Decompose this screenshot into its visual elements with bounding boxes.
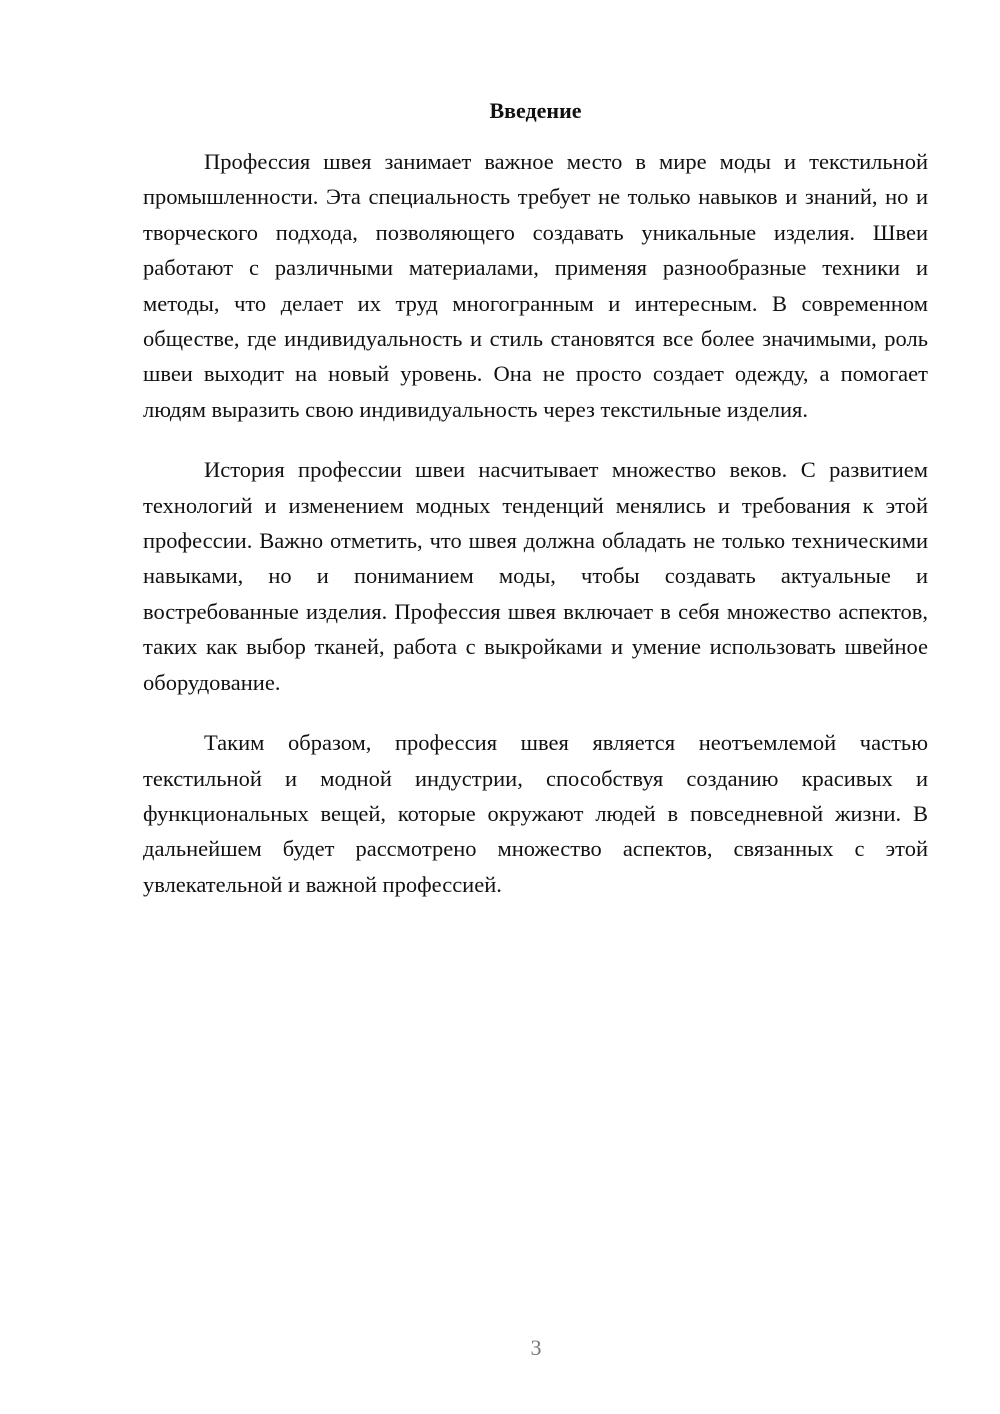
section-title: Введение xyxy=(489,98,582,123)
paragraph-2: История профессии швеи насчитывает множество веков. С развитием технологий и изменением модных тенденций менялись и требования к этой профессии. Важно отметить, что швея должна обладать не только техническими навыками, но и пониманием моды, чтобы создавать актуальные и востребованные изделия. Профессия швея включает в себя множество аспектов, таких как выбор тканей, работа с выкройками и умение использовать швейное оборудование. xyxy=(143,457,928,695)
page-number: 3 xyxy=(530,1335,542,1360)
page-content xyxy=(143,96,928,927)
paragraph-1: Профессия швея занимает важное место в мире моды и текстильной промышленности. Эта специальность требует не только навыков и знаний, но и творческого подхода, позволяющего создавать уникальные изделия. Швеи работают с различными материалами, применяя разнообразные техники и методы, что делает их труд многогранным и интересным. В современном обществе, где индивидуальность и стиль становятся все более значимыми, роль швеи выходит на новый уровень. Она не просто создает одежду, а помогает людям выразить свою индивидуальность через текстильные изделия. xyxy=(143,149,928,422)
paragraph-3: Таким образом, профессия швея является неотъемлемой частью текстильной и модной индустрии, способствуя созданию красивых и функциональных вещей, которые окружают людей в повседневной жизни. В дальнейшем будет рассмотрено множество аспектов, связанных с этой увлекательной и важной профессией. xyxy=(143,730,928,897)
